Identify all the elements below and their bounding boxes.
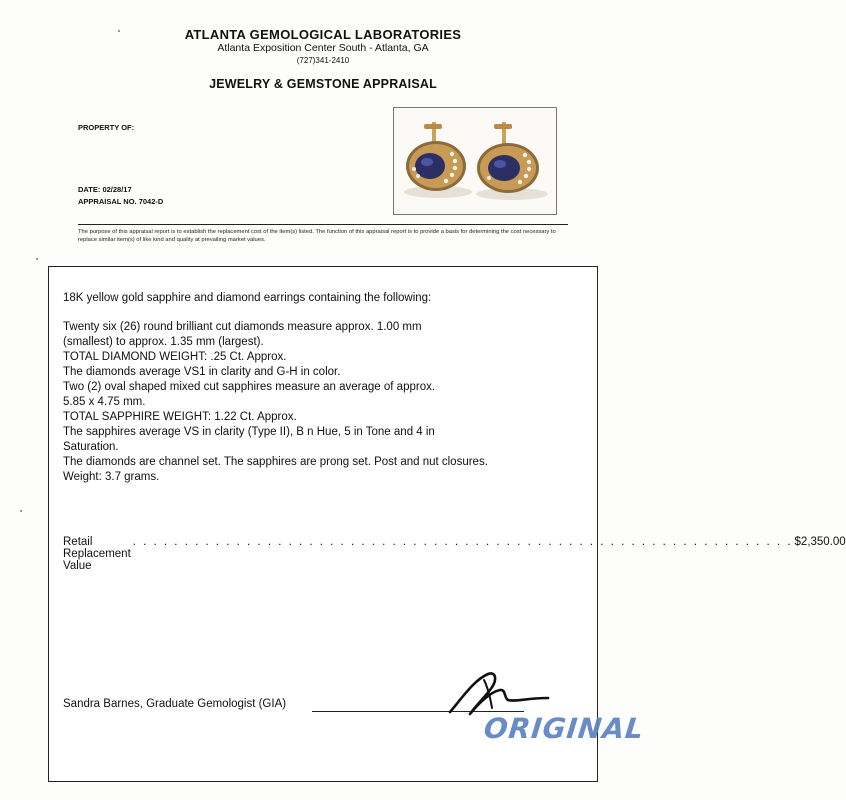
purpose-note: The purpose of this appraisal report is to establish the replacement cost of the item(s) listed. The function of this appraisal report is to provide a basis for determining the cost necessary to replace similar item(s) of like kind and quality at prevailing market values. bbox=[78, 229, 556, 243]
appraisal-number-value: 7042-D bbox=[138, 197, 164, 206]
original-stamp: ORIGINAL bbox=[482, 712, 646, 745]
lab-phone: (727)341-2410 bbox=[296, 56, 350, 65]
description-line: The sapphires average VS in clarity (Type II), B n Hue, 5 in Tone and 4 in bbox=[63, 426, 435, 438]
dot-leader: . . . . . . . . . . . . . . . . . . . . . . . . . . . . . . . . . . . . . . . . . . . . . . . . . . . . . . . . . . . . . . . . bbox=[132, 536, 793, 548]
description-line: Two (2) oval shaped mixed cut sapphires measure an average of approx. bbox=[63, 381, 436, 393]
date-field bbox=[78, 185, 132, 194]
lab-name: ATLANTA GEMOLOGICAL LABORATORIES bbox=[184, 27, 462, 42]
retail-value-row bbox=[63, 536, 846, 572]
speck bbox=[36, 258, 38, 260]
header-rule bbox=[78, 224, 568, 225]
earrings-image bbox=[394, 108, 556, 214]
description-line: TOTAL DIAMOND WEIGHT: .25 Ct. Approx. bbox=[63, 351, 287, 363]
property-of-label: PROPERTY OF: bbox=[78, 123, 135, 132]
description-line: (smallest) to approx. 1.35 mm (largest). bbox=[63, 336, 264, 348]
description-line: Twenty six (26) round brilliant cut diamonds measure approx. 1.00 mm bbox=[63, 321, 422, 333]
speck bbox=[118, 30, 120, 32]
lab-address: Atlanta Exposition Center South - Atlanta, GA bbox=[217, 42, 429, 54]
signatory-name: Sandra Barnes, Graduate Gemologist (GIA) bbox=[63, 698, 287, 710]
retail-value-amount: $2,350.00 bbox=[794, 536, 846, 548]
appraisal-number-label: APPRAISAL NO. bbox=[78, 197, 137, 206]
description-line: TOTAL SAPPHIRE WEIGHT: 1.22 Ct. Approx. bbox=[63, 411, 297, 423]
date-label: DATE: bbox=[78, 185, 101, 194]
item-photo bbox=[393, 107, 557, 215]
description-line: Saturation. bbox=[63, 441, 119, 453]
description-intro: 18K yellow gold sapphire and diamond earrings containing the following: bbox=[63, 292, 432, 304]
retail-value-label: Retail Replacement Value bbox=[63, 536, 131, 572]
date-value: 02/28/17 bbox=[102, 185, 132, 194]
description-line: Weight: 3.7 grams. bbox=[63, 471, 160, 483]
description-line: The diamonds average VS1 in clarity and G-H in color. bbox=[63, 366, 341, 378]
document-title: JEWELRY & GEMSTONE APPRAISAL bbox=[209, 77, 437, 91]
appraisal-number-field bbox=[78, 197, 163, 206]
description-lines bbox=[63, 320, 578, 485]
description-line: The diamonds are channel set. The sapphires are prong set. Post and nut closures. bbox=[63, 456, 488, 468]
speck bbox=[20, 510, 22, 512]
description-line: 5.85 x 4.75 mm. bbox=[63, 396, 146, 408]
